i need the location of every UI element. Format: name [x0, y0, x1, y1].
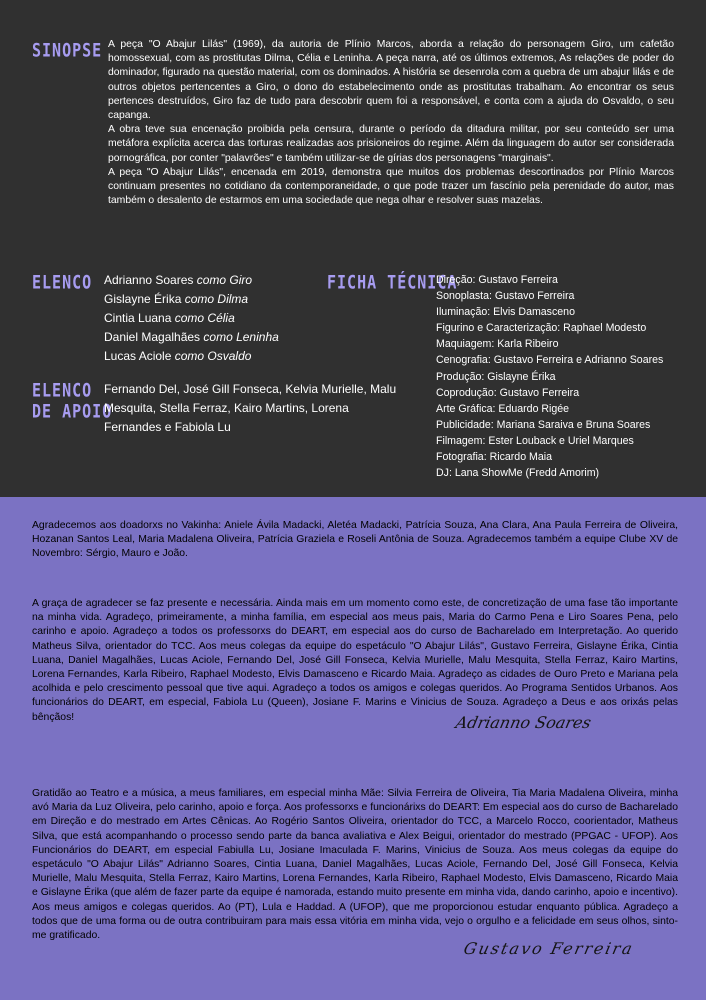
sinopse-heading: SINOPSE: [32, 38, 103, 62]
credit-item: Figurino e Caracterização: Raphael Modesto: [436, 322, 647, 335]
cast-role: como Leninha: [203, 330, 279, 344]
adrianno-signature: Adrianno Soares: [453, 713, 593, 732]
elenco-apoio-heading-line2: DE APOIO: [32, 400, 113, 423]
cast-item: [104, 328, 279, 347]
credit-item: Coprodução: Gustavo Ferreira: [436, 386, 580, 399]
cast-name: Gislayne Érika: [104, 292, 182, 306]
cast-name: Lucas Aciole: [104, 349, 172, 363]
support-cast-text: Fernando Del, José Gill Fonseca, Kelvia Murielle, Malu Mesquita, Stella Ferraz, Kairo Martins, Lorena Fernandes e Fabiola Lu: [104, 382, 397, 434]
elenco-heading: ELENCO: [32, 270, 93, 294]
elenco-apoio-heading: [32, 380, 112, 423]
cast-item: [104, 290, 279, 309]
synopsis-paragraph: A peça "O Abajur Lilás", encenada em 2019, demonstra que muitos dos problemas descortinados por Plínio Marcos continuam presentes no cotidiano da contemporaneidade, o que pode trazer um fascínio pela perenidade do autor, mas também o desalento de estarmos em uma sociedade que nega olhar e resolver suas mazelas.: [108, 166, 674, 207]
adrianno-thanks-text: A graça de agradecer se faz presente e necessária. Ainda mais em um momento como este, de concretização de uma fase tão importante na minha vida. Agradeço, primeiramente, a minha família, em especial aos meus pais, Maria do Carmo Pena e Liro Soares Pena, pelo carinho e apoio. Agradeço a todos os professorxs do DEART, em especial aos do curso de Bacharelado em Interpretação. Ao querido Matheus Silva, orientador do TCC. Aos meus colegas da equipe do espetáculo "O Abajur Lilás", Gustavo Ferreira, Gislayne Érika, Cintia Luana, Daniel Magalhães, Lucas Aciole, Fernando Del, José Gill Fonseca, Kelvia Murielle, Malu Mesquita, Stella Ferraz, Kairo Martins, Lorena Fernandes, Karla Ribeiro, Raphael Modesto, Elvis Damasceno e Ricardo Maia. Agradeço as cidades de Ouro Preto e Mariana pela acolhida e pelo crescimento pessoal que tive aqui. Agradeço a todos os amigos e colegas queridos. Ao Programa Sentidos Urbanos. Aos funcionários do DEART, em especial, Fabiola Lu (Queen), Josiane F. Marins e Vinicius de Souza. Agradeço a Deus e aos orixás pelas bênçãos!: [32, 598, 678, 723]
credit-item: DJ: Lana ShowMe (Fredd Amorim): [436, 467, 600, 480]
cast-role: como Célia: [174, 311, 235, 325]
cast-role: como Dilma: [184, 292, 249, 306]
credit-item: Sonoplasta: Gustavo Ferreira: [436, 290, 575, 303]
synopsis-paragraph: A obra teve sua encenação proibida pela censura, durante o período da ditadura militar, por seu conteúdo ser uma metáfora explícita acerca das torturas realizadas aos prisioneiros do regime. Além da linguagem do autor ser considerada pornográfica, por conter "palavrões" e também utilizar-se de gírias dos personagens "marginais".: [108, 124, 674, 164]
synopsis-paragraph: A peça "O Abajur Lilás" (1969), da autoria de Plínio Marcos, aborda a relação do personagem Giro, um cafetão homossexual, com as prostitutas Dilma, Célia e Leninha. A peça narra, até os últimos extremos, As relações de poder do dominador, figurado na questão material, com os dominados. A história se desenrola com a quebra de um abajur lilás e de outros objetos pertencentes a Giro, o dono do estabelecimento onde as prostitutas trabalham. Ao encontrar os seus pertences destruídos, Giro faz de tudo para descobrir quem foi a responsável, e conta com a ajuda do Osvaldo, o seu capanga.: [108, 39, 674, 122]
credit-item: Filmagem: Ester Louback e Uriel Marques: [436, 434, 634, 447]
gustavo-signature: Gustavo Ferreira: [461, 939, 636, 958]
cast-item: [104, 347, 279, 366]
cast-item: [104, 309, 279, 328]
credit-item: Cenografia: Gustavo Ferreira e Adrianno Soares: [436, 354, 664, 367]
cast-item: [104, 271, 279, 290]
credit-item: Iluminação: Elvis Damasceno: [436, 306, 575, 319]
elenco-apoio-heading-line1: ELENCO: [32, 378, 93, 402]
technical-credits-list: [436, 272, 663, 481]
synopsis-cast-panel: [0, 0, 706, 497]
gustavo-thanks-text: Gratidão ao Teatro e a música, a meus familiares, em especial minha Mãe: Silvia Ferreira de Oliveira, Tia Maria Madalena Oliveira, minha avó Maria da Luz Oliveira, pelo carinho, apoio e força. Aos professorxs e funcionárixs do DEART: Em especial aos do curso de Bacharelado em Direção e do mestrado em Artes Cênicas. Ao Rogério Santos Oliveira, orientador do TCC, a Marcelo Rocco, coorientador, Matheus Silva, que está acompanhando o processo sendo parte da banca avaliativa e Alex Beigui, orientador do mestrado (PPGAC - UFOP). Aos Funcionários do DEART, em especial Fabiulla Lu, Josiane Imaculada F. Marins, Vinicius de Souza. Aos meus colegas da equipe do espetáculo "O Abajur Lilás" Adrianno Soares, Cintia Luana, Daniel Magalhães, Lucas Aciole, Fernando Del, José Gill Fonseca, Kelvia Murielle, Malu Mesquita, Stella Ferraz, Kairo Martins, Lorena Fernandes, Karla Ribeiro, Raphael Modesto, Elvis Damasceno, Ricardo Maia e Gislayne Érika (que além de fazer parte da equipe é namorada, estando muito presente em minha vida, dando carinho, apoio e incentivo). Aos meus amigos e colegas queridos. Ao (PT), Lula e Haddad. A (UFOP), que me proporcionou estudar enquanto pública. Agradeço a todos que de uma forma ou de outra contribuiram para mais essa vitória em minha vida, vejo o orgulho e a felicidade em seus olhos, sinto-me gratificado.: [32, 788, 678, 942]
cast-role: como Osvaldo: [174, 349, 252, 363]
credit-item: Direção: Gustavo Ferreira: [436, 274, 558, 286]
credit-item: Maquiagem: Karla Ribeiro: [436, 338, 559, 351]
synopsis-text: [108, 38, 674, 208]
credit-item: Fotografia: Ricardo Maia: [436, 451, 552, 464]
credit-item: Publicidade: Mariana Saraiva e Bruna Soares: [436, 418, 651, 431]
ficha-tecnica-heading: FICHA TÉCNICA: [327, 270, 458, 294]
cast-role: como Giro: [196, 273, 253, 287]
donors-thanks-text: Agradecemos aos doadorxs no Vakinha: Aniele Ávila Madacki, Aletéa Madacki, Patrícia Souza, Ana Clara, Ana Paula Ferreira de Oliveira, Hozanan Santos Leal, Maria Madalena Oliveira, Patrícia Graziela e Roseli Antônia de Souza. Agradecemos também a equipe Clube XV de Novembro: Sérgio, Mauro e João.: [32, 520, 678, 560]
cast-name: Daniel Magalhães: [104, 330, 201, 344]
cast-name: Cintia Luana: [104, 311, 172, 325]
cast-list: [104, 271, 279, 366]
cast-name: Adrianno Soares: [104, 273, 194, 287]
credit-item: Produção: Gislayne Érika: [436, 370, 556, 383]
credit-item: Arte Gráfica: Eduardo Rigée: [436, 402, 570, 415]
